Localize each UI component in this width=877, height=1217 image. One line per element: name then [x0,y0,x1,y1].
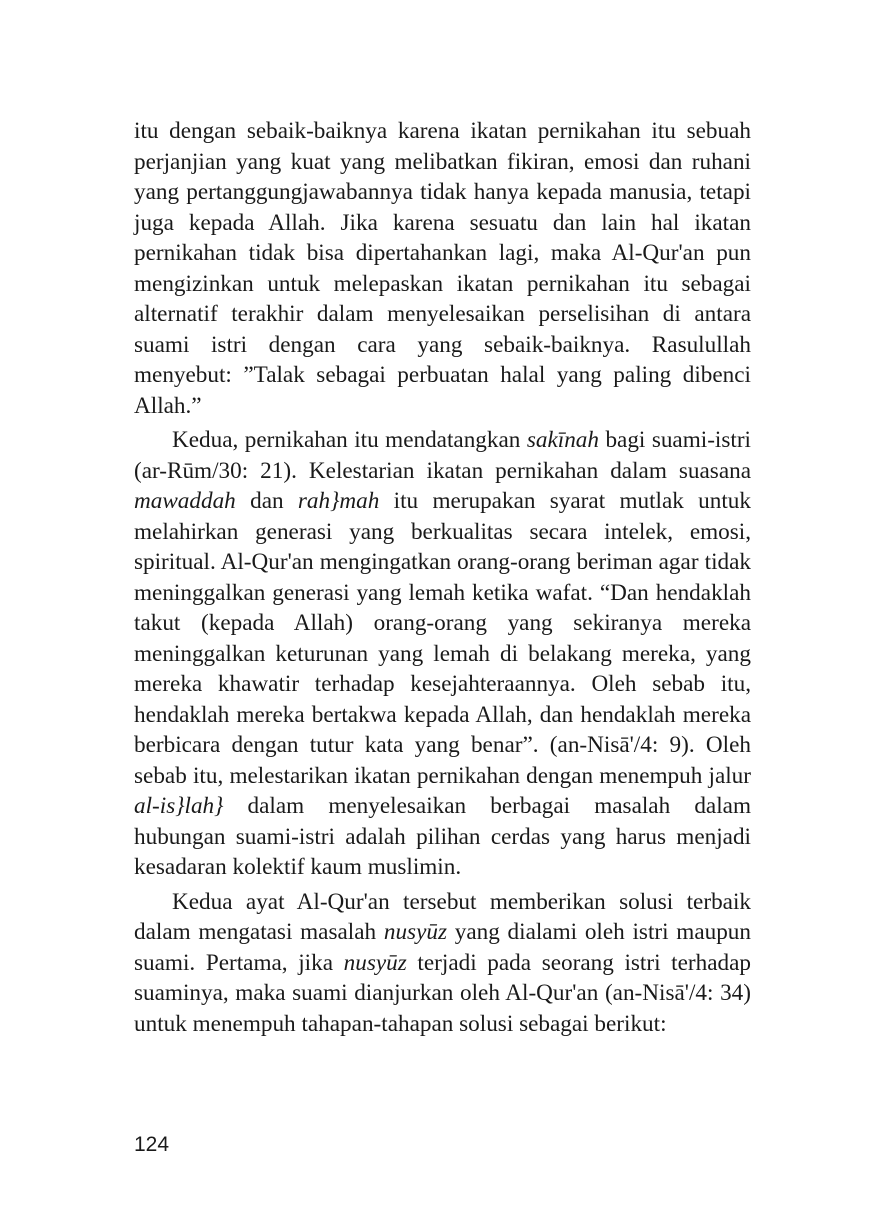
paragraph-2-run-1: Kedua, pernikahan itu mendatangkan [172,427,527,453]
paragraph-1-run-1: itu dengan sebaik-baiknya karena ikatan pernikahan itu sebuah perjanjian yang kuat yang melibatkan fikiran, emosi dan ruhani yang pertanggungjawabannya tidak hanya kepada manusia, tetapi juga kepada Allah. Jika karena sesuatu dan lain hal ikatan pernikahan tidak bisa dipertahankan lagi, maka Al-Qur'an pun mengizinkan untuk melepaskan ikatan pernikahan itu sebagai alternatif terakhir dalam menyelesaikan perselisihan di antara suami istri dengan cara yang sebaik-baiknya. Rasulullah menyebut: ”Talak sebagai perbuatan halal yang paling dibenci Allah.” [134,118,751,419]
paragraph-2-term-al-islah: al-is}lah} [134,793,224,819]
paragraph-2-run-5: dan [235,488,298,514]
paragraph-2-run-9: dalam menyelesaikan berbagai masalah dalam hubungan suami-istri adalah pilihan cerdas yang harus menjadi kesadaran kolektif kaum muslimin. [134,793,751,880]
paragraph-2-run-7: itu merupakan syarat mutlak untuk melahirkan generasi yang berkualitas secara intelek, emosi, spiritual. Al-Qur'an mengingatkan orang-orang beriman agar tidak meninggalkan generasi yang lemah ketika wafat. “Dan hendaklah takut (kepada Allah) orang-orang yang sekiranya mereka meninggalkan keturunan yang lemah di belakang mereka, yang mereka khawatir terhadap kesejahteraannya. Oleh sebab itu, hendaklah mereka bertakwa kepada Allah, dan hendaklah mereka berbicara dengan tutur kata yang benar”. (an-Nisā'/4: 9). Oleh sebab itu, melestarikan ikatan pernikahan dengan menempuh jalur [134,488,751,789]
paragraph-3 [134,887,751,1040]
paragraph-2-run-3: bagi suami-istri (ar-Rūm/30: 21). Kelestarian ikatan pernikahan dalam suasana [134,427,751,484]
paragraph-3-term-nusyuz-1: nusyūz [383,919,447,945]
page-number: 124 [134,1133,170,1156]
paragraph-2-term-rahmah: rah}mah [297,488,380,514]
paragraph-3-run-3: yang dialami oleh istri maupun suami. Pertama, jika [134,919,751,976]
paragraph-2-term-mawaddah: mawaddah [134,488,236,514]
paragraph-2 [134,425,751,883]
page-body [134,116,751,1039]
paragraph-3-run-5: terjadi pada seorang istri terhadap suaminya, maka suami dianjurkan oleh Al-Qur'an (an-Nisā'/4: 34) untuk menempuh tahapan-tahapan solusi sebagai berikut: [134,949,751,1037]
paragraph-3-term-nusyuz-2: nusyūz [343,949,407,976]
paragraph-2-term-sakinah: sakīnah [526,427,599,453]
paragraph-3-run-1: Kedua ayat Al-Qur'an tersebut memberikan solusi terbaik dalam mengatasi masalah [134,888,751,945]
paragraph-1 [134,116,751,421]
